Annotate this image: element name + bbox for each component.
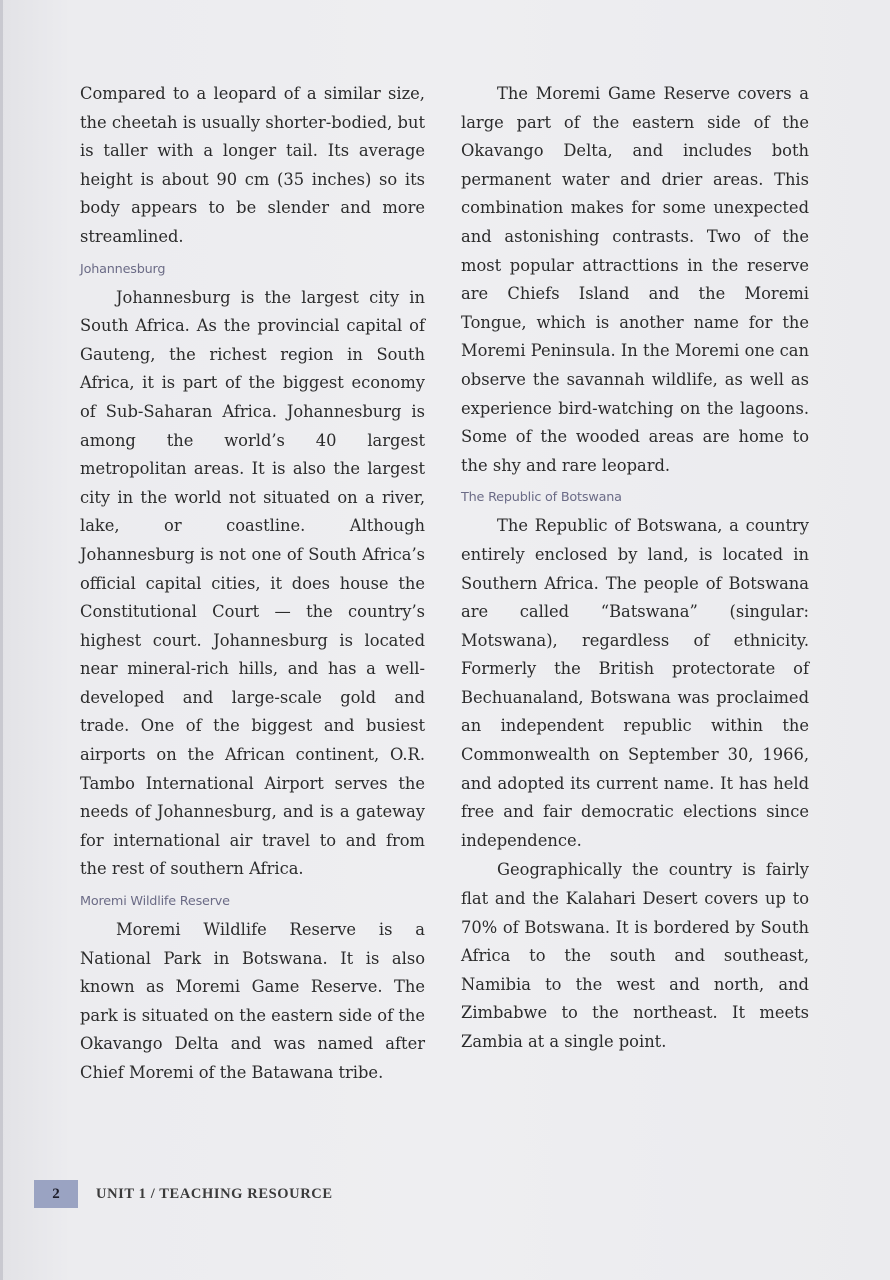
moremi-paragraph: Moremi Wildlife Reserve is a National Park in Botswana. It is also known as Moremi Game Reserve. The park is situated on the eastern side of the Okavango Delta and was named after Chief Moremi of the Batawana tribe. [80,920,425,1082]
johannesburg-paragraph: Johannesburg is the largest city in South Africa. As the provincial capital of Gauteng, the richest region in South Africa, it is part of the biggest economy of Sub-Saharan Africa. Johannesburg is among the world’s 40 largest metropolitan areas. It is also the largest city in the world not situated on a river, lake, or coastline. Although Johannesburg is not one of South Africa’s official capital cities, it does house the Constitutional Court — the country’s highest court. Johannesburg is located near mineral-rich hills, and has a well-developed and large-scale gold and trade. One of the biggest and busiest airports on the African continent, O.R. Tambo International Airport serves the needs of Johannesburg, and is a gateway for international air travel to and from the rest of southern Africa. [80,287,425,879]
johannesburg-heading: Johannesburg [80,261,166,277]
moremi-continued-paragraph: The Moremi Game Reserve covers a large part of the eastern side of the Okavango Delta, and includes both permanent water and drier areas. This combination makes for some unexpected and astonishing contrasts. Two of the most popular attracttions in the reserve are Chiefs Island and the Moremi Tongue, which is another name for the Moremi Peninsula. In the Moremi one can observe the savannah wildlife, as well as experience bird-watching on the lagoons. Some of the wooded areas are home to the shy and rare leopard. [461,84,809,475]
left-column [80,80,425,1089]
moremi-heading: Moremi Wildlife Reserve [80,894,230,910]
botswana-heading: The Republic of Botswana [461,490,622,506]
page-footer [34,1180,333,1208]
botswana-paragraph-1: The Republic of Botswana, a country entirely enclosed by land, is located in Southern Africa. The people of Botswana are called “Batswana” (singular: Motswana), regardless of ethnicity. Formerly the British protectorate of Bechuanaland, Botswana was proclaimed an independent republic within the Commonwealth on September 30, 1966, and adopted its current name. It has held free and fair democratic elections since independence. [461,516,809,850]
footer-label: UNIT 1 / TEACHING RESOURCE [96,1185,333,1202]
cheetah-paragraph: Compared to a leopard of a similar size, the cheetah is usually shorter-bodied, but is taller with a longer tail. Its average height is about 90 cm (35 inches) so its body appears to be slender and more streamlined. [80,84,425,246]
page-number: 2 [34,1180,78,1208]
right-column [461,80,809,1058]
botswana-paragraph-2: Geographically the country is fairly flat and the Kalahari Desert covers up to 70% of Botswana. It is bordered by South Africa to the south and southeast, Namibia to the west and north, and Zimbabwe to the northeast. It meets Zambia at a single point. [461,860,809,1051]
